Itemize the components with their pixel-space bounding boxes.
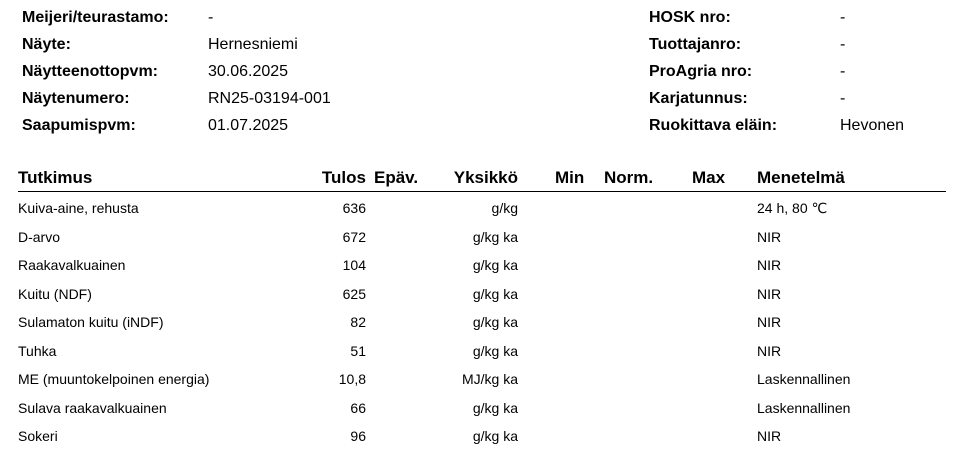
info-label: Meijeri/teurastamo: <box>22 9 169 26</box>
results-table-header <box>0 164 960 192</box>
column-header-tutkimus: Tutkimus <box>18 168 93 187</box>
cell-yksikko: g/kg ka <box>472 342 518 359</box>
cell-tulos: 672 <box>342 228 366 245</box>
info-label: Saapumispvm: <box>22 117 136 134</box>
header-divider <box>18 191 946 192</box>
info-label: Näytenumero: <box>22 90 130 107</box>
cell-menetelma: NIR <box>757 314 782 330</box>
info-value: - <box>840 90 846 107</box>
cell-tutkimus: Sokeri <box>18 428 58 444</box>
column-header-yksikko: Yksikkö <box>453 168 518 187</box>
cell-menetelma: Laskennallinen <box>757 399 851 416</box>
info-row-proagria <box>0 58 960 85</box>
cell-tulos: 636 <box>342 200 366 216</box>
column-header-menetelma: Menetelmä <box>757 168 845 187</box>
info-row-tuottajanro <box>0 31 960 58</box>
column-header-epav: Epäv. <box>374 168 419 187</box>
info-value: 30.06.2025 <box>208 63 289 80</box>
info-value: - <box>840 9 846 26</box>
info-label: Ruokittava eläin: <box>649 117 778 134</box>
cell-tulos: 10,8 <box>338 371 366 387</box>
cell-yksikko: g/kg ka <box>472 399 518 416</box>
cell-yksikko: g/kg ka <box>472 314 518 330</box>
column-header-min: Min <box>555 168 585 187</box>
info-label: Karjatunnus: <box>649 90 748 107</box>
cell-tulos: 82 <box>350 314 366 330</box>
info-value: 01.07.2025 <box>208 117 289 134</box>
table-row <box>0 422 960 450</box>
table-row <box>0 194 960 222</box>
cell-menetelma: NIR <box>757 228 782 245</box>
cell-tutkimus: Kuiva-aine, rehusta <box>18 200 139 216</box>
cell-tutkimus: Tuhka <box>18 342 57 359</box>
cell-tutkimus: D-arvo <box>18 228 61 245</box>
cell-menetelma: NIR <box>757 257 782 273</box>
info-label: ProAgria nro: <box>649 63 753 80</box>
sample-info <box>0 0 960 150</box>
info-row-karjatunnus <box>0 85 960 112</box>
table-row <box>0 280 960 308</box>
cell-tulos: 51 <box>350 342 366 359</box>
column-header-max: Max <box>692 168 726 187</box>
cell-tulos: 96 <box>350 428 366 444</box>
cell-tulos: 66 <box>350 399 366 416</box>
cell-yksikko: g/kg ka <box>472 428 518 444</box>
table-row <box>0 337 960 365</box>
cell-tulos: 625 <box>342 285 366 302</box>
cell-tutkimus: Sulamaton kuitu (iNDF) <box>18 314 164 330</box>
table-row <box>0 308 960 336</box>
info-label: Näyte: <box>22 36 71 53</box>
cell-tulos: 104 <box>342 257 366 273</box>
table-row <box>0 223 960 251</box>
info-label: HOSK nro: <box>649 9 731 26</box>
cell-tutkimus: Sulava raakavalkuainen <box>18 399 167 416</box>
info-row-hosk <box>0 4 960 31</box>
info-value: - <box>840 63 846 80</box>
info-value: Hevonen <box>840 117 905 134</box>
cell-tutkimus: ME (muuntokelpoinen energia) <box>18 371 210 387</box>
cell-tutkimus: Raakavalkuainen <box>18 257 126 273</box>
table-row <box>0 394 960 422</box>
column-header-tulos: Tulos <box>321 168 366 187</box>
cell-yksikko: g/kg ka <box>472 285 518 302</box>
cell-menetelma: Laskennallinen <box>757 371 851 387</box>
cell-yksikko: g/kg <box>491 200 518 216</box>
cell-menetelma: NIR <box>757 428 782 444</box>
info-value: - <box>208 9 214 26</box>
table-row <box>0 365 960 393</box>
cell-yksikko: g/kg ka <box>472 257 518 273</box>
info-value: - <box>840 36 846 53</box>
cell-menetelma: 24 h, 80 ℃ <box>757 200 828 216</box>
info-label: Näytteenottopvm: <box>22 63 159 80</box>
cell-menetelma: NIR <box>757 342 782 359</box>
cell-tutkimus: Kuitu (NDF) <box>18 285 92 302</box>
column-header-norm: Norm. <box>604 168 654 187</box>
table-row <box>0 251 960 279</box>
info-value: RN25-03194-001 <box>208 90 331 107</box>
cell-yksikko: g/kg ka <box>472 228 518 245</box>
info-row-ruokittava <box>0 112 960 139</box>
info-label: Tuottajanro: <box>649 36 742 53</box>
info-value: Hernesniemi <box>208 36 298 53</box>
cell-menetelma: NIR <box>757 285 782 302</box>
cell-yksikko: MJ/kg ka <box>461 371 518 387</box>
